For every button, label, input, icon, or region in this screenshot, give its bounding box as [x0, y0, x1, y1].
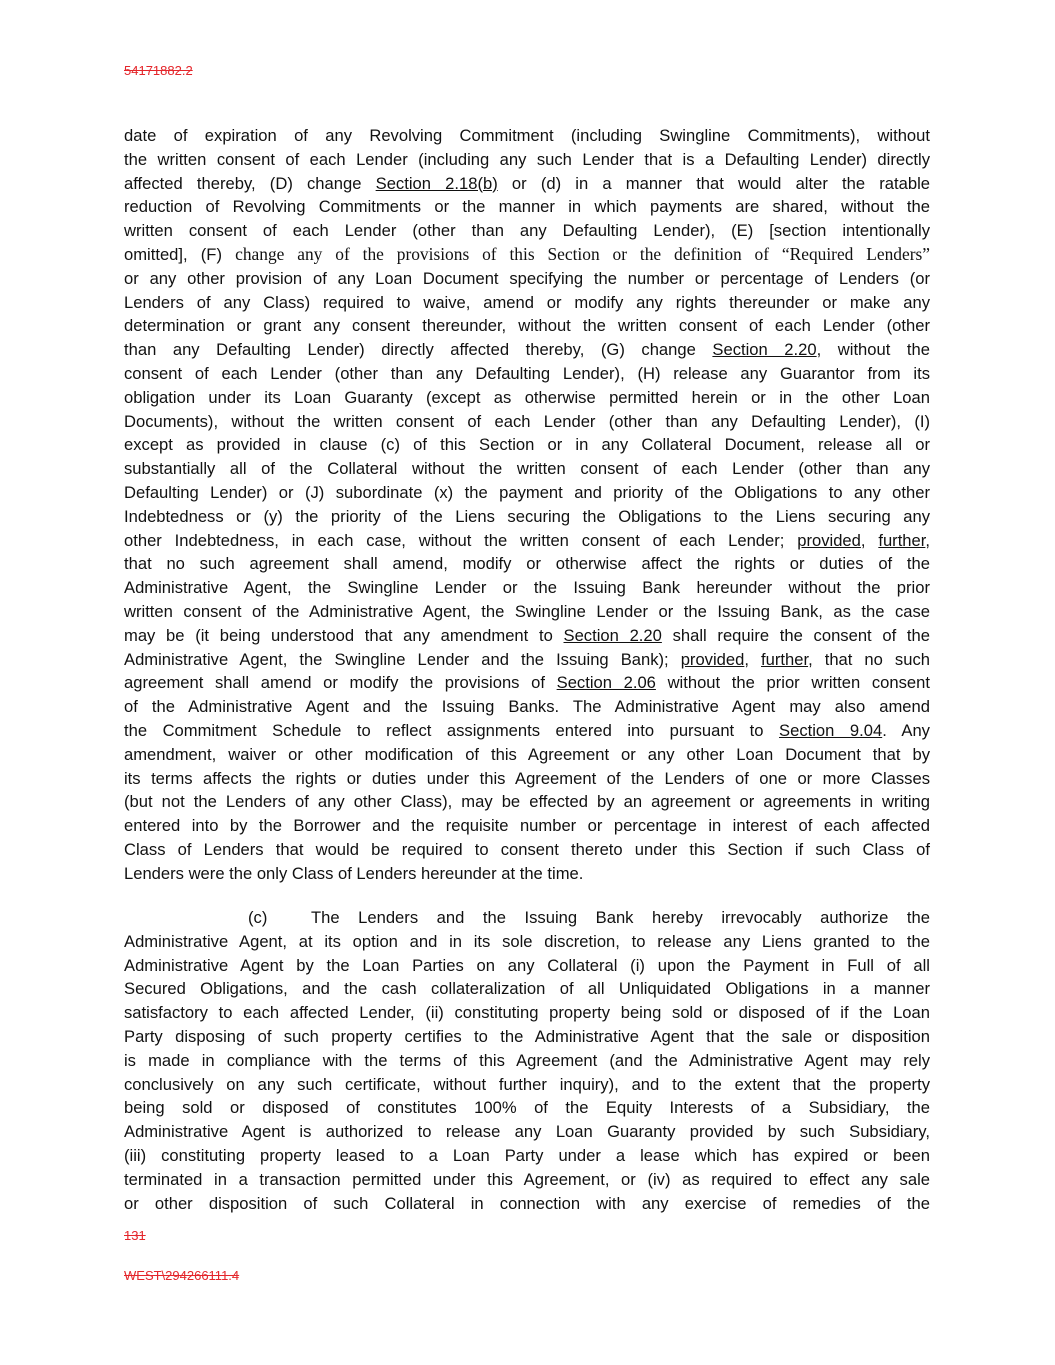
section-reference: provided [680, 649, 745, 669]
text-segment: (iii) constituting property leased to a Loan Party under a lease which has expired or been [124, 1145, 930, 1165]
text-segment: omitted], (F) [124, 244, 236, 264]
text-segment: or any other provision of any Loan Document specifying the number or percentage of Lenders (or [124, 268, 930, 288]
text-segment: obligation under its Loan Guaranty (except as otherwise permitted herein or in the other Loan [124, 387, 930, 407]
text-line [124, 977, 930, 1001]
text-segment: , [744, 649, 762, 669]
paragraph-amendments [124, 124, 930, 886]
text-segment: agreement shall amend or modify the provisions of [124, 673, 557, 693]
text-line [124, 1025, 930, 1049]
text-line [124, 195, 930, 219]
text-line [124, 505, 930, 529]
text-segment: . Any [882, 720, 930, 740]
text-segment: or (d) in a manner that would alter the ratable [497, 173, 930, 193]
text-segment: amendment, waiver or other modification of this Agreement or any other Loan Document that by [124, 744, 930, 764]
text-segment: the written consent of each Lender (including any such Lender that is a Defaulting Lender) directly [124, 149, 930, 169]
text-segment: other Indebtedness, in each case, without the written consent of each Lender; [124, 530, 798, 550]
text-segment: Documents), without the written consent of each Lender (other than any Defaulting Lender), (I) [124, 411, 930, 431]
text-segment: determination or grant any consent thereunder, without the written consent of each Lender (other [124, 316, 930, 336]
text-segment: Administrative Agent by the Loan Parties on any Collateral (i) upon the Payment in Full of all [124, 955, 930, 975]
text-segment: date of expiration of any Revolving Commitment (including Swingline Commitments), without [124, 126, 930, 145]
text-segment: consent of each Lender (other than any Defaulting Lender), (H) release any Guarantor from its [124, 363, 930, 383]
text-segment: Class of Lenders that would be required to consent thereto under this Section if such Class of [124, 839, 930, 859]
text-segment: of the Administrative Agent and the Issuing Banks. The Administrative Agent may also amend [124, 697, 930, 717]
page-number: 131 [124, 1228, 146, 1243]
text-line [124, 124, 930, 148]
text-line [124, 481, 930, 505]
text-line [124, 719, 930, 743]
text-line [124, 148, 930, 172]
text-segment: Administrative Agent is authorized to release any Loan Guaranty provided by such Subsidiary, [124, 1122, 930, 1142]
section-reference: further [878, 530, 926, 550]
text-segment: Lenders of any Class) required to waive, amend or modify any rights thereunder or make any [124, 292, 930, 312]
text-line [124, 1168, 930, 1192]
text-line [124, 291, 930, 315]
text-line [124, 314, 930, 338]
section-reference: Section 2.20 [563, 625, 662, 645]
text-line [124, 552, 930, 576]
text-line [124, 1049, 930, 1073]
text-line [124, 576, 930, 600]
document-ref-footer: WEST\294266111.4 [124, 1268, 240, 1283]
text-line [124, 1096, 930, 1120]
text-line [124, 600, 930, 624]
text-segment: or other disposition of such Collateral in connection with any exercise of remedies of the [124, 1193, 930, 1213]
text-segment: Lenders were the only Class of Lenders hereunder at the time. [124, 863, 584, 883]
text-line [124, 1120, 930, 1144]
paragraph-c-release-of-liens [124, 906, 930, 1215]
text-segment: written consent of each Lender (other than any Defaulting Lender), (E) [section intentionally [124, 221, 930, 241]
text-segment: than any Defaulting Lender) directly affected thereby, (G) change [124, 340, 713, 360]
text-segment: terminated in a transaction permitted under this Agreement, or (iv) as required to effect any sale [124, 1169, 930, 1189]
text-line [124, 1144, 930, 1168]
text-segment: Administrative Agent, the Swingline Lender and the Issuing Bank); [124, 649, 681, 669]
text-line [124, 954, 930, 978]
text-segment: except as provided in clause (c) of this Section or in any Collateral Document, release all or [124, 435, 930, 455]
text-line [124, 624, 930, 648]
section-reference: Section 9.04 [779, 720, 883, 740]
text-line [124, 743, 930, 767]
text-line [124, 172, 930, 196]
document-id-header: 54171882.2 [124, 63, 193, 78]
text-segment: , [860, 530, 879, 550]
text-segment: , that no such [808, 649, 930, 669]
text-line [124, 529, 930, 553]
text-line [124, 362, 930, 386]
text-segment: , without the [816, 340, 930, 360]
text-line [124, 790, 930, 814]
text-segment: Party disposing of such property certifies to the Administrative Agent that the sale or disposition [124, 1026, 930, 1046]
text-line [124, 1001, 930, 1025]
text-segment: reduction of Revolving Commitments or the manner in which payments are shared, without the [124, 197, 930, 217]
text-line [124, 338, 930, 362]
text-line [124, 767, 930, 791]
text-line [124, 1192, 930, 1216]
clause-label: (c) [248, 908, 268, 927]
section-reference: provided [797, 530, 861, 550]
text-line [124, 930, 930, 954]
text-line [124, 671, 930, 695]
text-segment: Administrative Agent, the Swingline Lender or the Issuing Bank hereunder without the prior [124, 578, 930, 598]
text-line [124, 906, 930, 930]
text-segment: satisfactory to each affected Lender, (ii) constituting property being sold or disposed of if the Loan [124, 1003, 930, 1023]
text-segment: Secured Obligations, and the cash collateralization of all Unliquidated Obligations in a manner [124, 979, 930, 999]
text-segment: Indebtedness or (y) the priority of the Liens securing the Obligations to the Liens securing any [124, 506, 930, 526]
text-segment: affected thereby, (D) change [124, 173, 376, 193]
section-reference: Section 2.20 [712, 340, 817, 360]
section-reference: Section 2.18(b) [375, 173, 498, 193]
section-reference: Section 2.06 [556, 673, 656, 693]
text-line [124, 648, 930, 672]
text-line [124, 695, 930, 719]
text-line [124, 838, 930, 862]
text-line [124, 243, 930, 267]
text-segment: its terms affects the rights or duties under this Agreement of the Lenders of one or more Classes [124, 768, 930, 788]
text-line [124, 814, 930, 838]
text-line [124, 267, 930, 291]
text-line [124, 410, 930, 434]
text-segment: , [925, 530, 930, 550]
text-segment: written consent of the Administrative Agent, the Swingline Lender or the Issuing Bank, as the case [124, 601, 930, 621]
text-segment: may be (it being understood that any amendment to [124, 625, 564, 645]
text-segment: entered into by the Borrower and the requisite number or percentage in interest of each affected [124, 816, 930, 836]
text-line [124, 433, 930, 457]
text-segment: is made in compliance with the terms of this Agreement (and the Administrative Agent may rely [124, 1050, 930, 1070]
text-segment: Defaulting Lender) or (J) subordinate (x) the payment and priority of the Obligations to any other [124, 482, 930, 502]
text-segment: change any of the provisions of this Section or the definition of “Required Lenders” [235, 243, 930, 264]
section-reference: further [761, 649, 809, 669]
text-line [124, 457, 930, 481]
text-segment: the Commitment Schedule to reflect assignments entered into pursuant to [124, 720, 780, 740]
text-line [124, 1073, 930, 1097]
text-line [124, 862, 930, 886]
text-segment: substantially all of the Collateral without the written consent of each Lender (other than any [124, 459, 930, 479]
text-segment: conclusively on any such certificate, without further inquiry), and to the extent that the property [124, 1074, 930, 1094]
text-line [124, 219, 930, 243]
text-segment: (but not the Lenders of any other Class), may be effected by an agreement or agreements in writing [124, 792, 930, 812]
text-segment: shall require the consent of the [661, 625, 930, 645]
text-segment: without the prior written consent [655, 673, 930, 693]
text-segment: Administrative Agent, at its option and in its sole discretion, to release any Liens granted to the [124, 931, 930, 951]
text-segment: The Lenders and the Issuing Bank hereby irrevocably authorize the [311, 908, 930, 927]
text-segment: being sold or disposed of constitutes 100% of the Equity Interests of a Subsidiary, the [124, 1098, 930, 1118]
text-line [124, 386, 930, 410]
text-segment: that no such agreement shall amend, modify or otherwise affect the rights or duties of the [124, 554, 930, 574]
